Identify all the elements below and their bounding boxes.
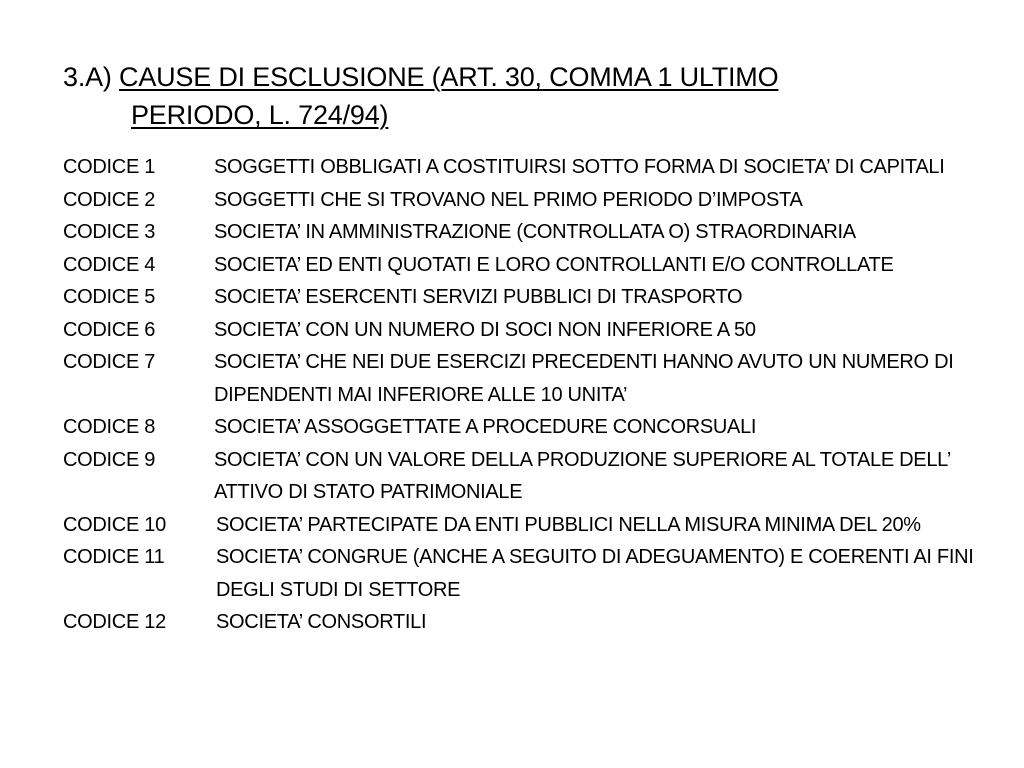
code-row [63,314,1003,347]
code-description: SOCIETA’ CON UN NUMERO DI SOCI NON INFERIORE A 50 [214,318,756,341]
code-label: CODICE 11 [63,546,165,568]
title-line-1: CAUSE DI ESCLUSIONE (ART. 30, COMMA 1 ULTIMO [119,62,779,92]
code-row [63,444,1003,509]
code-label: CODICE 9 [63,448,156,471]
code-label: CODICE 6 [63,318,156,341]
code-label: CODICE 5 [63,286,156,308]
code-label: CODICE 10 [63,513,166,536]
code-description: SOCIETA’ CON UN VALORE DELLA PRODUZIONE SUPERIORE AL TOTALE DELL’ ATTIVO DI STATO PATRIMONIALE [214,448,951,503]
code-label: CODICE 1 [63,156,156,178]
code-description: SOCIETA’ ED ENTI QUOTATI E LORO CONTROLLANTI E/O CONTROLLATE [214,253,894,276]
code-description: SOCIETA’ IN AMMINISTRAZIONE (CONTROLLATA O) STRAORDINARIA [214,221,856,243]
code-label: CODICE 7 [63,351,156,373]
code-row [63,281,1003,314]
code-label: CODICE 2 [63,188,156,211]
code-row [63,184,1003,217]
code-description: SOCIETA’ PARTECIPATE DA ENTI PUBBLICI NELLA MISURA MINIMA DEL 20% [216,513,921,536]
code-description: SOGGETTI OBBLIGATI A COSTITUIRSI SOTTO FORMA DI SOCIETA’ DI CAPITALI [214,156,945,178]
title-line-2: PERIODO, L. 724/94) [131,100,389,130]
code-label: CODICE 3 [63,221,156,243]
code-label: CODICE 12 [63,611,166,633]
code-label: CODICE 8 [63,416,156,438]
code-row [63,509,1003,542]
title-prefix: 3.A) [63,62,120,92]
code-row [63,606,1003,639]
code-description: SOCIETA’ ASSOGGETTATE A PROCEDURE CONCORSUALI [214,416,757,438]
code-row [63,249,1003,282]
slide-title [63,58,963,134]
code-row [63,216,1003,249]
exclusion-code-list [63,151,1003,639]
code-row [63,541,1003,606]
code-row [63,411,1003,444]
code-label: CODICE 4 [63,253,156,276]
code-description: SOCIETA’ ESERCENTI SERVIZI PUBBLICI DI TRASPORTO [214,286,743,308]
code-description: SOCIETA’ CONGRUE (ANCHE A SEGUITO DI ADEGUAMENTO) E COERENTI AI FINI DEGLI STUDI DI SETTORE [216,546,974,601]
code-row [63,151,1003,184]
code-row [63,346,1003,411]
code-description: SOCIETA’ CHE NEI DUE ESERCIZI PRECEDENTI HANNO AVUTO UN NUMERO DI DIPENDENTI MAI INFERIORE ALLE 10 UNITA’ [214,351,954,406]
code-description: SOGGETTI CHE SI TROVANO NEL PRIMO PERIODO D’IMPOSTA [214,188,803,211]
code-description: SOCIETA’ CONSORTILI [216,611,427,633]
